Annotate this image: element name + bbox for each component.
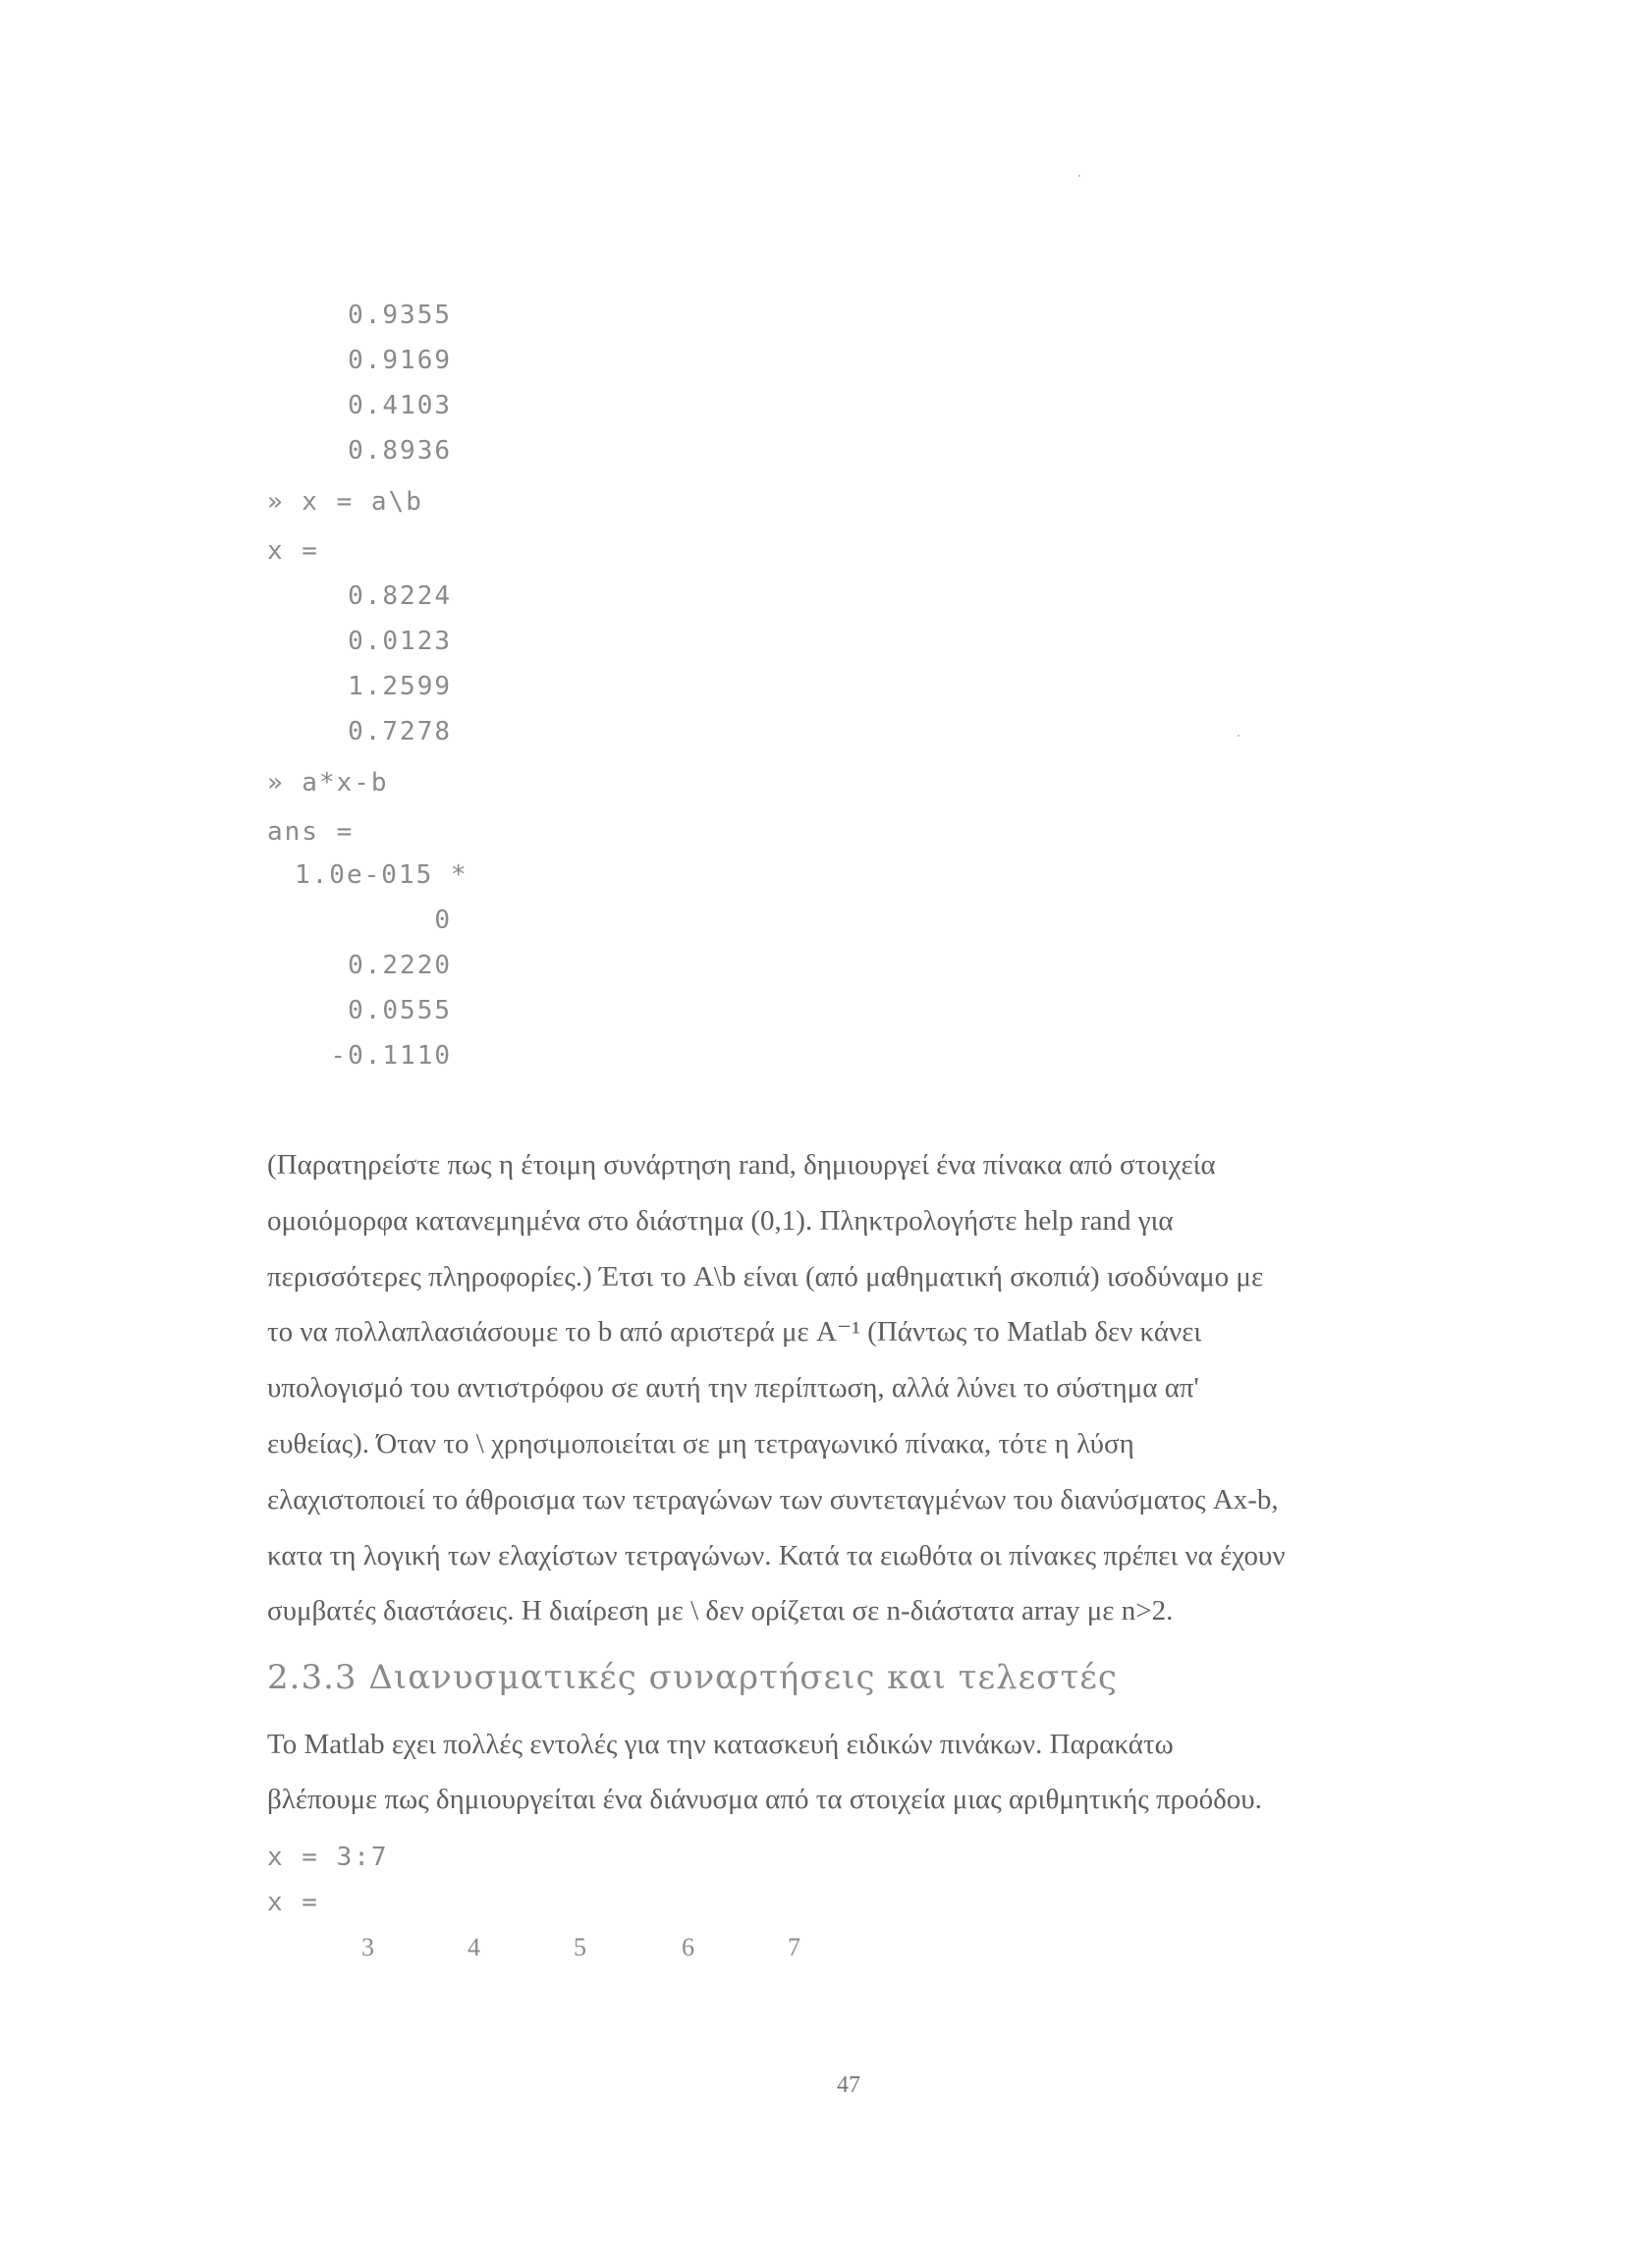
b-value-4: 0.8936 <box>348 436 452 466</box>
range-value: 3 <box>361 1933 374 1961</box>
ans-value-1: 0 <box>434 906 452 935</box>
scale-factor: 1.0e-015 * <box>295 860 468 890</box>
ans-value-3: 0.0555 <box>348 996 452 1025</box>
paragraph-line: ευθείας). Όταν το \ χρησιμοποιείται σε μη τετραγωνικό πίνακα, τότε η λύση <box>267 1427 1134 1460</box>
b-value-3: 0.4103 <box>348 391 452 420</box>
command-solve: » x = a\b <box>267 487 423 517</box>
x-value-3: 1.2599 <box>348 672 452 701</box>
x-value-4: 0.7278 <box>348 717 452 746</box>
range-value: 6 <box>682 1933 694 1961</box>
section-heading: 2.3.3 Διανυσματικές συναρτήσεις και τελεστές <box>267 1658 1118 1697</box>
paragraph-line: υπολογισμό του αντιστρόφου σε αυτή την περίπτωση, αλλά λύνει το σύστημα απ' <box>267 1372 1199 1405</box>
ans-value-2: 0.2220 <box>348 951 452 980</box>
paragraph-line: συμβατές διαστάσεις. Η διαίρεση με \ δεν ορίζεται σε n-διάστατα array με n>2. <box>267 1595 1174 1627</box>
ans-label: ans = <box>267 817 355 847</box>
paragraph-line: περισσότερες πληροφορίες.) Έτσι το A\b είναι (από μαθηματική σκοπιά) ισοδύναμο με <box>267 1260 1264 1293</box>
paragraph-line: κατα τη λογική των ελαχίστων τετραγώνων. Κατά τα ειωθότα οι πίνακες πρέπει να έχουν <box>267 1539 1286 1571</box>
paragraph-line: το να πολλαπλασιάσουμε το b από αριστερά με A⁻¹ (Πάντως το Matlab δεν κάνει <box>267 1316 1202 1349</box>
range-value: 4 <box>468 1933 480 1961</box>
ans-value-4: -0.1110 <box>330 1041 452 1071</box>
x-value-1: 0.8224 <box>348 581 452 611</box>
paragraph-line: ελαχιστοποιεί το άθροισμα των τετραγώνων των συντεταγμένων του διανύσματος Ax-b, <box>267 1483 1279 1515</box>
x-value-2: 0.0123 <box>348 627 452 656</box>
section-line: Το Matlab εχει πολλές εντολές για την κατασκευή ειδικών πινάκων. Παρακάτω <box>267 1729 1174 1760</box>
scan-speck: · <box>1076 165 1082 185</box>
x-label: x = <box>267 536 319 566</box>
range-value: 5 <box>574 1933 586 1961</box>
explanation-paragraph <box>267 1137 1426 1639</box>
command-check: » a*x-b <box>267 768 389 798</box>
scan-speck: · <box>1236 725 1241 744</box>
page-number: 47 <box>837 2072 860 2098</box>
section-line: βλέπουμε πως δημιουργείται ένα διάνυσμα από τα στοιχεία μιας αριθμητικής προόδου. <box>267 1784 1262 1815</box>
b-value-2: 0.9169 <box>348 346 452 375</box>
range-command: x = 3:7 <box>267 1843 389 1872</box>
b-value-1: 0.9355 <box>348 301 452 330</box>
paragraph-line: ομοιόμορφα κατανεμημένα στο διάστημα (0,1). Πληκτρολογήστε help rand για <box>267 1204 1174 1237</box>
paragraph-line: (Παρατηρείστε πως η έτοιμη συνάρτηση rand, δημιουργεί ένα πίνακα από στοιχεία <box>267 1149 1216 1181</box>
range-value: 7 <box>788 1933 800 1961</box>
section-paragraph <box>267 1717 1262 1827</box>
range-label: x = <box>267 1888 319 1917</box>
